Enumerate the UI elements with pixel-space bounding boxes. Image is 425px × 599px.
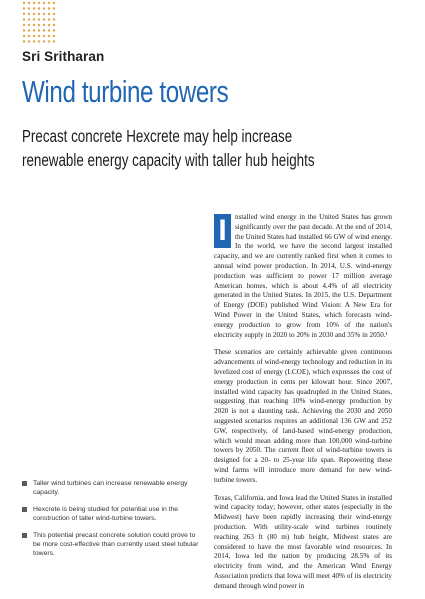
decorative-dot xyxy=(33,13,35,15)
decorative-dot xyxy=(43,35,45,37)
author-name: Sri Sritharan xyxy=(22,49,105,64)
drop-cap: I xyxy=(214,214,231,248)
decorative-dot-pattern xyxy=(22,0,62,46)
decorative-dot xyxy=(38,7,40,9)
decorative-dot xyxy=(53,2,55,4)
decorative-dot xyxy=(53,18,55,20)
article-body xyxy=(214,213,392,599)
decorative-dot xyxy=(53,7,55,9)
square-bullet-icon xyxy=(22,507,27,512)
square-bullet-icon xyxy=(22,481,27,486)
decorative-dot xyxy=(43,7,45,9)
highlight-item xyxy=(22,505,202,523)
decorative-dot xyxy=(53,13,55,15)
decorative-dot xyxy=(48,13,50,15)
decorative-dot xyxy=(53,35,55,37)
decorative-dot xyxy=(38,29,40,31)
decorative-dot xyxy=(23,18,25,20)
decorative-dot xyxy=(28,35,30,37)
paragraph-text: nstalled wind energy in the United States has grown significantly over the past decade. At the end of 2014, the United States had installed 66 GW of wind energy. In the world, we have the second largest installed capacity, and we are currently ranked first when it comes to annual wind power production. In 2014, U.S. wind-energy production was sufficient to power 17 million average American homes, which is about 4.4% of all electricity generated in the United States. In 2015, the U.S. Department of Energy (DOE) published Wind Vision: A New Era for Wind Power in the United States, which forecasts wind-energy production to grow from 10% of the nation's electricity supply in 2020 to 20% in 2030 and 35% in 2050.¹ xyxy=(214,213,392,339)
decorative-dot xyxy=(23,29,25,31)
highlight-text: This potential precast concrete solution could prove to be more cost-effective than currently used steel tubular towers. xyxy=(33,532,199,557)
decorative-dot xyxy=(48,2,50,4)
decorative-dot xyxy=(48,7,50,9)
decorative-dot xyxy=(48,35,50,37)
decorative-dot xyxy=(33,7,35,9)
decorative-dot xyxy=(38,24,40,26)
decorative-dot xyxy=(43,13,45,15)
subtitle-line: Precast concrete Hexcrete may help increase xyxy=(22,126,293,146)
decorative-dot xyxy=(23,24,25,26)
decorative-dot xyxy=(53,40,55,42)
subtitle-line: renewable energy capacity with taller hub heights xyxy=(22,149,315,170)
decorative-dot xyxy=(28,29,30,31)
decorative-dot xyxy=(33,18,35,20)
decorative-dot xyxy=(23,7,25,9)
decorative-dot xyxy=(48,18,50,20)
decorative-dot xyxy=(33,29,35,31)
body-paragraph: Texas, California, and Iowa lead the United States in installed wind capacity today; however, other states (especially in the Midwest) have been rapidly increasing their wind-energy production. With utility-scale wind turbines routinely reaching 263 ft (80 m) hub height, Midwest states are considered to have the most favorable wind resources. In 2014, Iowa led the nation by producing 28.5% of its electricity from wind, and the American Wind Energy Association predicts that Iowa will meet 40% of its electricity demand through wind power in xyxy=(214,493,392,590)
highlight-item xyxy=(22,531,202,558)
decorative-dot xyxy=(38,13,40,15)
decorative-dot xyxy=(38,35,40,37)
decorative-dot xyxy=(43,18,45,20)
decorative-dot xyxy=(28,24,30,26)
decorative-dot xyxy=(43,24,45,26)
decorative-dot xyxy=(38,2,40,4)
decorative-dot xyxy=(28,13,30,15)
decorative-dot xyxy=(43,40,45,42)
decorative-dot xyxy=(38,18,40,20)
highlights-list xyxy=(22,479,202,566)
article-subtitle xyxy=(22,125,392,172)
decorative-dot xyxy=(33,40,35,42)
decorative-dot xyxy=(43,29,45,31)
decorative-dot xyxy=(38,40,40,42)
decorative-dot xyxy=(53,24,55,26)
decorative-dot xyxy=(28,2,30,4)
highlight-text: Hexcrete is being studied for potential use in the construction of taller wind-turbine towers. xyxy=(33,506,179,522)
decorative-dot xyxy=(23,2,25,4)
decorative-dot xyxy=(23,13,25,15)
decorative-dot xyxy=(23,40,25,42)
decorative-dot xyxy=(48,24,50,26)
body-paragraph: These scenarios are certainly achievable given continuous advancements of wind-energy technology and reduction in its levelized cost of energy (LCOE), which expresses the cost of energy production in cents per kilowatt hour. Since 2007, installed wind capacity has quadrupled in the United States, suggesting that reaching 10% wind-energy production by 2020 is not a daunting task. Achieving the 2030 and 2050 suggested scenarios requires an additional 136 GW and 252 GW, respectively, of land-based wind-energy production, which would mean adding more than 100,000 wind-turbine towers by 2050. The current fleet of wind-turbine towers is designed for a 20- to 25-year life span. Repowering these wind farms will introduce more demand for new wind-turbine towers. xyxy=(214,348,392,484)
decorative-dot xyxy=(33,24,35,26)
decorative-dot xyxy=(33,2,35,4)
decorative-dot xyxy=(53,29,55,31)
decorative-dot xyxy=(28,7,30,9)
decorative-dot xyxy=(43,2,45,4)
highlight-text: Taller wind turbines can increase renewable energy capacity. xyxy=(33,480,188,496)
highlight-item xyxy=(22,479,202,497)
square-bullet-icon xyxy=(22,533,27,538)
decorative-dot xyxy=(28,18,30,20)
decorative-dot xyxy=(48,40,50,42)
decorative-dot xyxy=(23,35,25,37)
decorative-dot xyxy=(28,40,30,42)
decorative-dot xyxy=(33,35,35,37)
body-paragraph xyxy=(214,213,392,340)
article-title: Wind turbine towers xyxy=(22,74,229,109)
decorative-dot xyxy=(48,29,50,31)
